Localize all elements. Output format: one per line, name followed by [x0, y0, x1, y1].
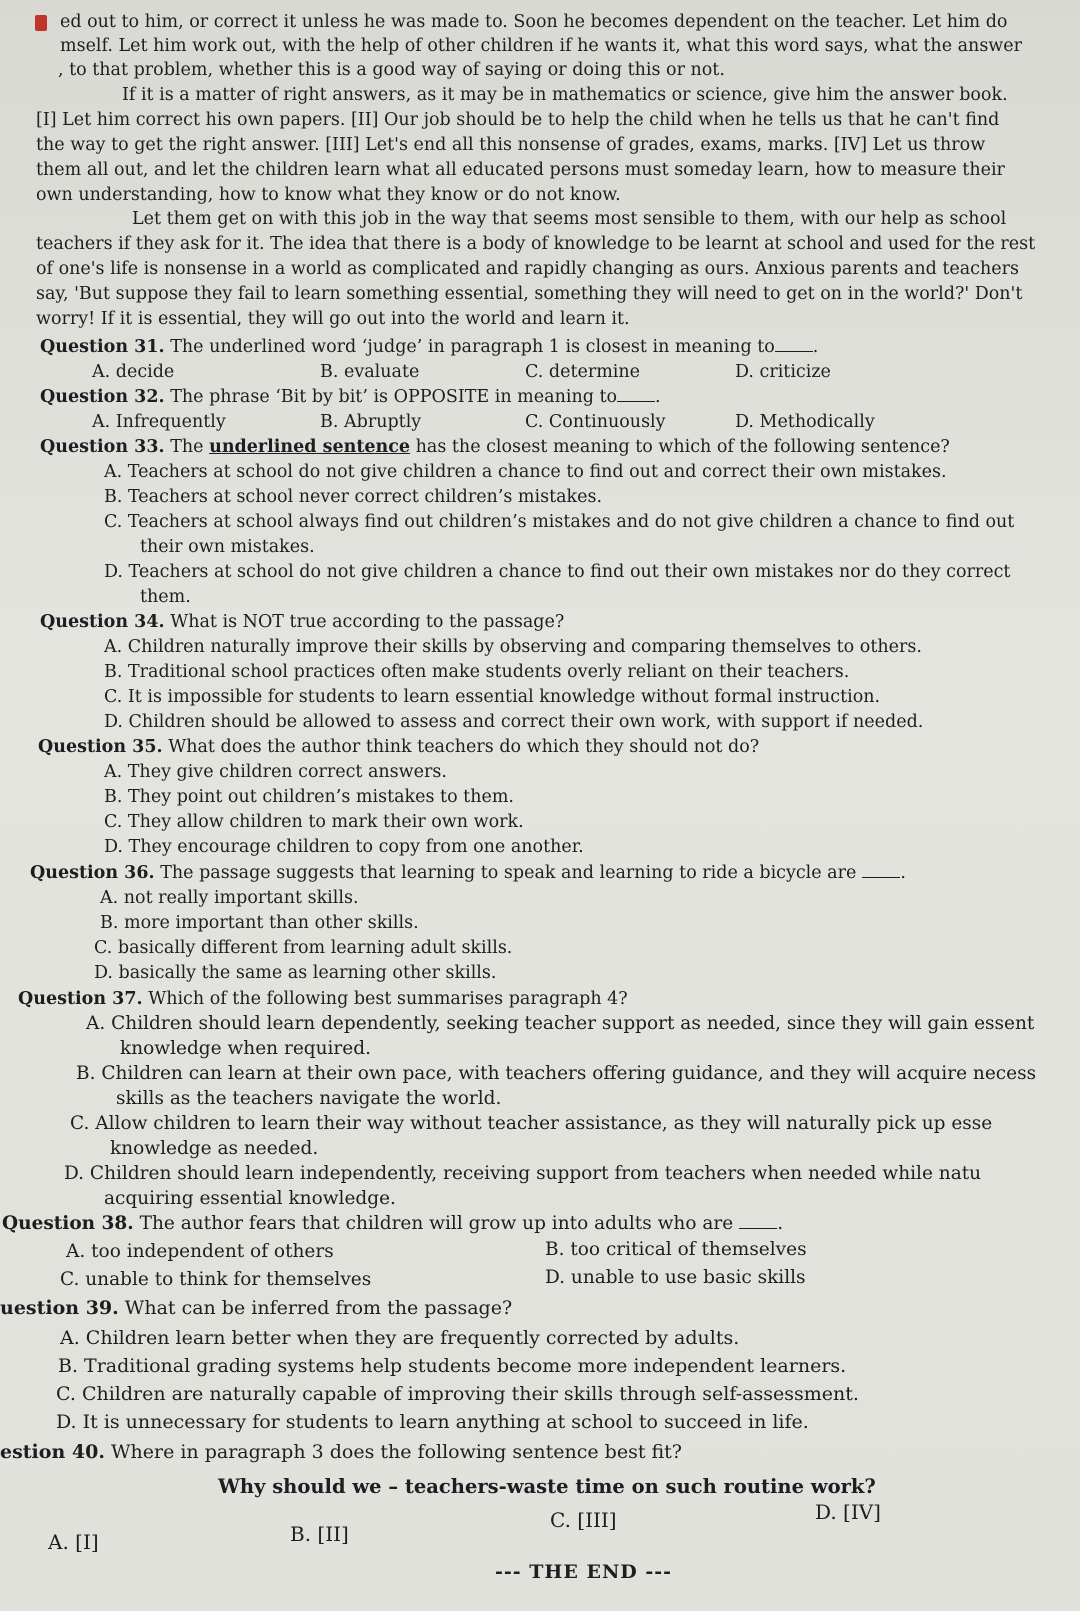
option-b: B. Traditional school practices often make students overly reliant on their teachers. [104, 662, 850, 682]
option-d: D. They encourage children to copy from one another. [104, 837, 584, 857]
question-label: Question 36. [30, 863, 155, 883]
stem-end: . [812, 337, 819, 357]
passage-line: , to that problem, whether this is a good way of saying or doing this or not. [58, 60, 725, 80]
question-stem: What can be inferred from the passage? [124, 1297, 513, 1319]
option-c: C. basically different from learning adult skills. [94, 938, 513, 958]
option-d: D. Children should be allowed to assess and correct their own work, with support if needed. [104, 712, 924, 732]
option-a: A. Children learn better when they are frequently corrected by adults. [60, 1327, 740, 1349]
question-32 [40, 385, 661, 409]
question-37 [18, 987, 628, 1011]
option-a: A. Infrequently [92, 412, 226, 432]
question-stem: What does the author think teachers do which they should not do? [168, 737, 760, 757]
option-b: B. more important than other skills. [100, 913, 419, 933]
option-c: C. [III] [550, 1508, 617, 1532]
option-b-cont: skills as the teachers navigate the world. [116, 1088, 502, 1109]
question-label: Question 37. [18, 989, 143, 1009]
question-label: Question 32. [40, 387, 165, 407]
question-stem: The author fears that children will grow up into adults who are [139, 1213, 734, 1234]
insert-sentence: Why should we – teachers-waste time on such routine work? [218, 1475, 876, 1498]
passage-line: own understanding, how to know what they know or do not know. [36, 185, 621, 205]
option-a: A. Children naturally improve their skills by observing and comparing themselves to others. [104, 637, 922, 657]
question-label: uestion 39. [0, 1297, 119, 1319]
option-a: A. decide [92, 362, 175, 382]
option-d: D. criticize [735, 362, 831, 382]
question-35 [38, 735, 759, 759]
passage-line: say, 'But suppose they fail to learn something essential, something they will need to get on in the world?' Don't [36, 284, 1023, 304]
question-stem: Which of the following best summarises paragraph 4? [148, 989, 628, 1009]
passage-line: Let them get on with this job in the way that seems most sensible to them, with our help as school [132, 209, 1007, 229]
question-38 [2, 1212, 783, 1236]
stem-end: . [655, 387, 661, 407]
question-label: Question 35. [38, 737, 163, 757]
option-c: C. Continuously [525, 412, 666, 432]
option-b: B. Traditional grading systems help students become more independent learners. [58, 1355, 847, 1377]
option-c-cont: knowledge as needed. [110, 1138, 319, 1159]
question-stem: The phrase ‘Bit by bit’ is OPPOSITE in meaning to [170, 387, 618, 407]
option-c: C. determine [525, 362, 641, 382]
passage-line: the way to get the right answer. [III] Let's end all this nonsense of grades, exams, marks. [IV] Let us throw [36, 135, 986, 155]
option-b: B. [II] [290, 1522, 349, 1546]
question-33 [40, 435, 950, 459]
option-b: B. Children can learn at their own pace, with teachers offering guidance, and they will acquire necess [76, 1063, 1037, 1084]
question-label: Question 38. [2, 1213, 134, 1234]
question-34 [40, 610, 564, 634]
answer-blank [739, 1214, 777, 1229]
question-31 [40, 335, 818, 359]
answer-blank [775, 337, 813, 352]
option-b: B. too critical of themselves [545, 1239, 807, 1260]
question-stem: The passage suggests that learning to speak and learning to ride a bicycle are [160, 863, 857, 883]
passage-line: them all out, and let the children learn what all educated persons must someday learn, how to measure their [36, 160, 1005, 180]
option-c: C. They allow children to mark their own work. [104, 812, 524, 832]
passage-line: If it is a matter of right answers, as it may be in mathematics or science, give him the answer book. [122, 85, 1008, 105]
question-stem: Where in paragraph 3 does the following sentence best fit? [110, 1441, 682, 1463]
option-c: C. unable to think for themselves [60, 1269, 372, 1290]
option-c: C. Teachers at school always find out children’s mistakes and do not give children a chance to find out [104, 512, 1015, 532]
option-c-cont: their own mistakes. [140, 537, 315, 557]
passage-line: worry! If it is essential, they will go out into the world and learn it. [36, 309, 630, 329]
question-39 [0, 1296, 512, 1320]
option-c: C. Children are naturally capable of improving their skills through self-assessment. [56, 1383, 859, 1405]
question-stem: has the closest meaning to which of the following sentence? [415, 437, 950, 457]
option-b: B. Abruptly [320, 412, 422, 432]
question-stem: What is NOT true according to the passage? [170, 612, 565, 632]
question-label: Question 33. [40, 437, 165, 457]
passage-line: teachers if they ask for it. The idea that there is a body of knowledge to be learnt at school and used for the rest [36, 234, 1036, 254]
underlined-phrase: underlined sentence [209, 437, 411, 457]
option-a: A. too independent of others [66, 1241, 334, 1262]
option-c: C. Allow children to learn their way without teacher assistance, as they will naturally pick up esse [70, 1113, 993, 1134]
option-a: A. Children should learn dependently, seeking teacher support as needed, since they will gain essent [86, 1013, 1035, 1034]
passage-line: of one's life is nonsense in a world as complicated and rapidly changing as ours. Anxious parents and teachers [36, 259, 1019, 279]
answer-blank [617, 387, 655, 402]
option-d: D. basically the same as learning other skills. [94, 963, 497, 983]
stem-end: . [900, 863, 906, 883]
option-d: D. [IV] [815, 1500, 881, 1524]
option-d-cont: acquiring essential knowledge. [104, 1188, 396, 1209]
option-b: B. Teachers at school never correct children’s mistakes. [104, 487, 603, 507]
option-a: A. [I] [48, 1530, 99, 1554]
option-a: A. not really important skills. [100, 888, 359, 908]
option-d: D. Teachers at school do not give children a chance to find out their own mistakes nor do they correct [104, 562, 1011, 582]
option-c: C. It is impossible for students to learn essential knowledge without formal instruction. [104, 687, 881, 707]
question-36 [30, 861, 906, 885]
passage-line: mself. Let him work out, with the help of other children if he wants it, what this word says, what the answer [60, 36, 1022, 56]
question-stem: The underlined word ‘judge’ in paragraph 1 is closest in meaning to [170, 337, 775, 357]
option-d-cont: them. [140, 587, 191, 607]
question-40 [0, 1440, 682, 1464]
option-d: D. Methodically [735, 412, 875, 432]
question-label: Question 34. [40, 612, 165, 632]
option-d: D. unable to use basic skills [545, 1267, 806, 1288]
option-b: B. evaluate [320, 362, 420, 382]
passage-line: [I] Let him correct his own papers. [II] Our job should be to help the child when he tells us that he can't find [36, 110, 1000, 130]
question-label: Question 31. [40, 337, 165, 357]
page-corner-mark [35, 15, 47, 31]
option-d: D. It is unnecessary for students to learn anything at school to succeed in life. [56, 1411, 809, 1433]
option-a-cont: knowledge when required. [120, 1038, 371, 1059]
stem-end: . [777, 1213, 784, 1234]
option-a: A. Teachers at school do not give children a chance to find out and correct their own mistakes. [104, 462, 947, 482]
answer-blank [862, 863, 900, 878]
option-d: D. Children should learn independently, receiving support from teachers when needed while natu [64, 1163, 982, 1184]
option-a: A. They give children correct answers. [104, 762, 447, 782]
option-b: B. They point out children’s mistakes to them. [104, 787, 514, 807]
question-label: estion 40. [0, 1441, 105, 1463]
question-stem: The [170, 437, 204, 457]
passage-line: ed out to him, or correct it unless he was made to. Soon he becomes dependent on the teacher. Let him do [60, 12, 1008, 32]
the-end-footer: --- THE END --- [495, 1561, 673, 1583]
